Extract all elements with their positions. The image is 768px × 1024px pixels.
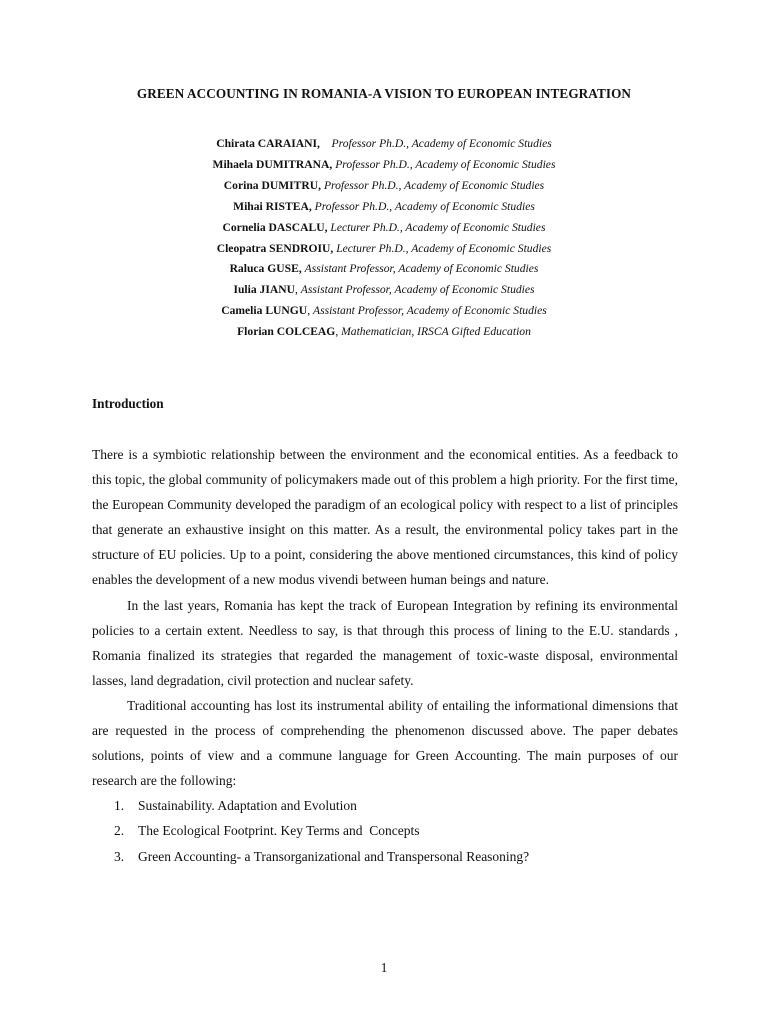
- author-affiliation: Professor Ph.D., Academy of Economic Studies: [314, 199, 535, 213]
- author-separator: ,: [335, 325, 342, 339]
- author-line: [0, 134, 768, 155]
- author-affiliation: Mathematician, IRSCA Gifted Education: [341, 325, 531, 339]
- author-name: Cornelia DASCALU: [222, 220, 325, 234]
- author-affiliation: Assistant Professor, Academy of Economic Studies: [300, 283, 535, 297]
- author-name: Florian COLCEAG: [237, 325, 336, 339]
- author-separator: ,: [317, 137, 332, 150]
- author-line: [0, 176, 768, 197]
- section-heading: Introduction: [92, 396, 164, 411]
- author-line: [0, 239, 768, 260]
- author-affiliation: Assistant Professor, Academy of Economic Studies: [312, 304, 547, 318]
- author-separator: ,: [318, 178, 324, 192]
- author-line: [0, 322, 768, 343]
- author-separator: ,: [308, 199, 315, 213]
- body-text: [92, 442, 678, 869]
- author-name: Chirata CARAIANI: [216, 137, 318, 150]
- author-separator: ,: [294, 283, 301, 297]
- author-line: [0, 155, 768, 176]
- author-affiliation: Professor Ph.D., Academy of Economic Studies: [331, 137, 552, 150]
- author-affiliation: Professor Ph.D., Academy of Economic Studies: [335, 157, 556, 171]
- author-name: Cleopatra SENDROIU: [216, 241, 331, 255]
- author-line: [0, 259, 768, 280]
- author-name: Camelia LUNGU: [221, 304, 308, 318]
- list-item-number: 3.: [114, 848, 125, 864]
- list-item: [92, 818, 678, 843]
- author-line: [0, 280, 768, 301]
- author-name: Mihai RISTEA: [233, 199, 309, 213]
- author-separator: ,: [298, 262, 305, 276]
- author-separator: ,: [330, 241, 337, 255]
- author-name: Raluca GUSE: [229, 262, 299, 276]
- list-item: [92, 844, 678, 869]
- paragraph: Traditional accounting has lost its instrumental ability of entailing the informational dimensions that are requested in the process of comprehending the phenomenon discussed above. The paper debates solutions, points of view and a commune language for Green Accounting. The main purposes of our research are the following:: [92, 697, 678, 789]
- author-affiliation: Professor Ph.D., Academy of Economic Studies: [323, 178, 545, 192]
- author-separator: ,: [324, 220, 331, 234]
- list-item-text: The Ecological Footprint. Key Terms and Concepts: [138, 823, 420, 839]
- paper-title: GREEN ACCOUNTING IN ROMANIA-A VISION TO EUROPEAN INTEGRATION: [136, 86, 632, 101]
- author-name: Corina DUMITRU: [223, 178, 319, 192]
- list-item-number: 2.: [114, 823, 125, 839]
- list-item-text: Sustainability. Adaptation and Evolution: [138, 798, 357, 814]
- list-item-number: 1.: [114, 798, 125, 814]
- author-name: Mihaela DUMITRANA: [212, 157, 330, 171]
- paragraph: In the last years, Romania has kept the track of European Integration by refining its environmental policies to a certain extent. Needless to say, is that through this process of lining to the E.U. standards , Romania finalized its strategies that regarded the management of toxic-waste disposal, environmental lasses, land degradation, civil protection and nuclear safety.: [92, 597, 678, 688]
- author-name: Iulia JIANU: [233, 283, 295, 297]
- author-affiliation: Lecturer Ph.D., Academy of Economic Studies: [330, 220, 546, 234]
- author-separator: ,: [329, 157, 336, 171]
- author-list: [0, 134, 768, 343]
- author-line: [0, 301, 768, 322]
- paragraph: There is a symbiotic relationship between the environment and the economical entities. As a feedback to this topic, the global community of policymakers made out of this problem a high priority. For the first time, the European Community developed the paradigm of an ecological policy with respect to a list of principles that generate an exhaustive insight on this matter. As a result, the environmental policy takes part in the structure of EU policies. Up to a point, considering the above mentioned circumstances, this kind of policy enables the development of a new modus vivendi between human beings and nature.: [92, 447, 678, 588]
- page-number: 1: [380, 960, 388, 975]
- author-affiliation: Lecturer Ph.D., Academy of Economic Studies: [336, 241, 552, 255]
- author-line: [0, 218, 768, 239]
- list-item-text: Green Accounting- a Transorganizational and Transpersonal Reasoning?: [138, 848, 530, 864]
- author-separator: ,: [307, 304, 313, 318]
- author-affiliation: Assistant Professor, Academy of Economic Studies: [304, 262, 539, 276]
- list-item: [92, 793, 678, 818]
- author-line: [0, 197, 768, 218]
- numbered-list: [92, 793, 678, 868]
